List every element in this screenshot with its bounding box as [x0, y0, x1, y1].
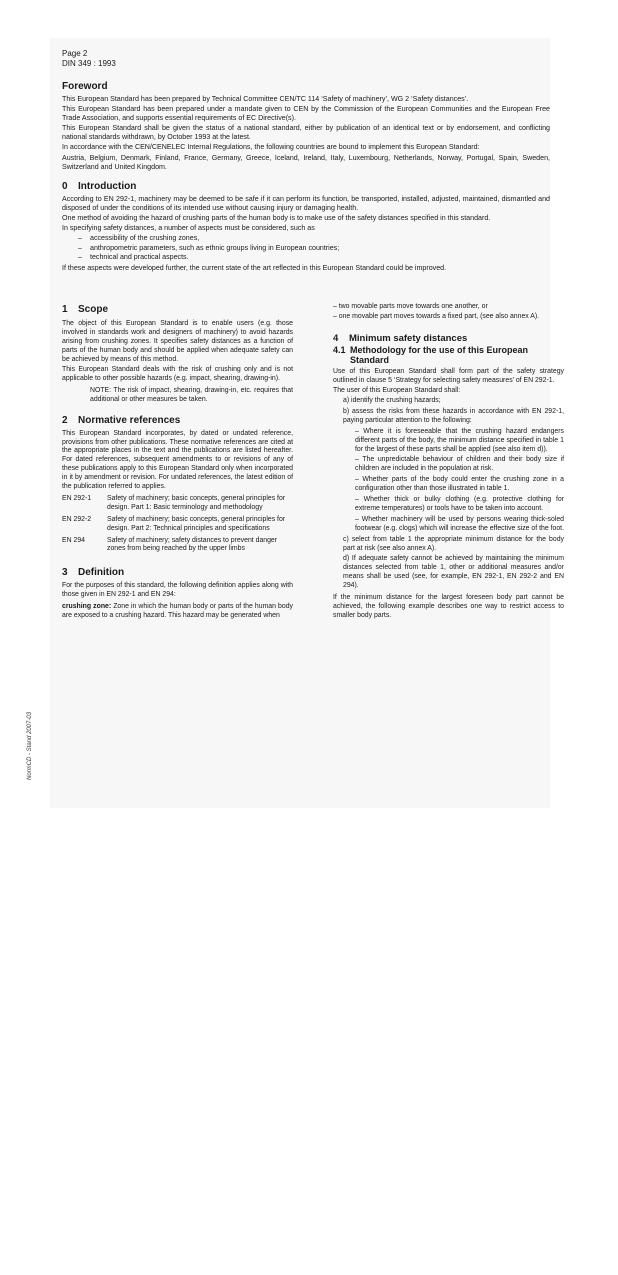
intro-aspect-list	[78, 234, 550, 262]
subsection-title-text: Methodology for the use of this European Standard	[350, 345, 529, 366]
reference-entry	[62, 537, 293, 555]
definition-term: crushing zone:	[62, 603, 112, 611]
foreword-paragraph: This European Standard shall be given the status of a national standard, either by publication of an identical text or by endorsement, and conflicting national standards withdrawn, by October 1993 at the latest.	[62, 124, 550, 142]
standard-number: DIN 349 : 1993	[62, 59, 116, 68]
left-column	[62, 303, 293, 622]
reference-title: Safety of machinery; safety distances to prevent danger zones from being reached by the upper limbs	[107, 536, 278, 553]
methodology-paragraph: Use of this European Standard shall form part of the safety strategy outlined in clause 5 ‘Strategy for selecting safety measures’ of EN 292-1.	[333, 368, 564, 385]
step-c: c) select from table 1 the appropriate minimum distance for the body part at risk (see also annex A).	[343, 535, 564, 552]
intro-paragraph: One method of avoiding the hazard of crushing parts of the human body is to make use of the safety distances specified in this standard.	[62, 213, 491, 222]
section-title-text: Scope	[78, 304, 109, 316]
section-number: 0	[62, 180, 68, 192]
page-number: Page 2	[62, 49, 88, 58]
scope-paragraph: The object of this European Standard is to enable users (e.g. those involved in standards work and designers of machinery) to avoid hazards arising from crushing zones. It specifies safety distances as a function of parts of the human body and should be applied when adequate safety can be achieved by means of this method.	[62, 320, 293, 364]
introduction-title	[62, 180, 550, 193]
foreword-paragraph: In accordance with the CEN/CENELEC Internal Regulations, the following countries are bound to implement this European Standard:	[62, 143, 480, 152]
reference-entry	[62, 495, 293, 513]
section-number: 3	[62, 567, 68, 579]
side-watermark: NormCD - Stand 2007-03	[27, 711, 33, 780]
list-item: – accessibility of the crushing zones,	[78, 234, 550, 243]
reference-entry	[62, 516, 293, 534]
minimum-distances-title	[333, 332, 564, 345]
crushing-condition-item: – one movable part moves towards a fixed part, (see also annex A).	[333, 313, 540, 321]
reference-code: EN 292-2	[62, 515, 92, 523]
risk-consideration-item: – Whether machinery will be used by persons wearing thick-soled footwear (e.g. clogs) which will increase the effective size of the foot.	[355, 516, 564, 534]
intro-paragraph: According to EN 292-1, machinery may be deemed to be safe if it can perform its function, be transported, installed, adjusted, maintained, dismantled and disposed of under the conditions of its intended use without causing injury or damaging health.	[62, 194, 550, 212]
foreword-paragraph: This European Standard has been prepared under a mandate given to CEN by the Commission of the European Communities and the European Free Trade Association, and supports essential requirements of EC Directive(s).	[62, 105, 550, 123]
page-header	[62, 49, 116, 69]
list-item: – technical and practical aspects.	[78, 253, 550, 262]
foreword-section	[62, 80, 550, 172]
foreword-countries: Austria, Belgium, Denmark, Finland, France, Germany, Greece, Iceland, Ireland, Italy, Luxembourg, Netherlands, Norway, Portugal, Spain, Sweden, Switzerland and United Kingdom.	[62, 153, 550, 171]
normative-title	[62, 414, 293, 427]
definition-paragraph: For the purposes of this standard, the following definition applies along with those given in EN 292-1 and EN 294:	[62, 582, 293, 599]
reference-code: EN 292-1	[62, 494, 92, 502]
document-content	[62, 80, 565, 723]
intro-paragraph: In specifying safety distances, a number of aspects must be considered, such as	[62, 224, 315, 233]
step-d: d) If adequate safety cannot be achieved by maintaining the minimum distances selected from table 1, other or additional measures and/or means shall be used (see, for example, EN 292-1, EN 292-2 and EN 294).	[343, 555, 564, 590]
section-title-text: Minimum safety distances	[349, 333, 468, 345]
foreword-title: Foreword	[62, 81, 108, 92]
step-a: a) identify the crushing hazards;	[343, 396, 441, 404]
scope-note: NOTE: The risk of impact, shearing, drawing-in, etc. requires that additional or other measures be taken.	[90, 386, 293, 403]
section-number: 4	[333, 333, 339, 345]
section-title-text: Normative references	[78, 414, 181, 426]
risk-consideration-item: – Whether thick or bulky clothing (e.g. protective clothing for extreme temperatures) or tools have to be taken into account.	[355, 496, 564, 514]
section-title-text: Definition	[78, 567, 125, 579]
definition-entry	[62, 603, 293, 621]
reference-code: EN 294	[62, 536, 85, 544]
scope-title	[62, 303, 293, 316]
list-item: – anthropometric parameters, such as ethnic groups living in European countries;	[78, 244, 550, 253]
crushing-condition-item: – two movable parts move towards one another, or	[333, 303, 488, 311]
risk-consideration-item: – The unpredictable behaviour of children and their body size if children are included in the population at risk.	[355, 456, 564, 474]
foreword-paragraph: This European Standard has been prepared by Technical Committee CEN/TC 114 ‘Safety of machinery’, WG 2 ‘Safety distances’.	[62, 95, 469, 103]
intro-paragraph: If these aspects were developed further, the current state of the art reflected in this European Standard could be improved.	[62, 264, 447, 273]
reference-title: Safety of machinery; basic concepts, general principles for design. Part 2: Technical principles and specifications	[107, 515, 286, 532]
risk-consideration-item: – Whether parts of the body could enter the crushing zone in a configuration other than those illustrated in table 1.	[355, 476, 564, 494]
step-b: b) assess the risks from these hazards in accordance with EN 292-1, paying particular attention to the following:	[343, 407, 564, 424]
section-number: 2	[62, 414, 68, 426]
subsection-number: 4.1	[333, 345, 346, 356]
definition-text: Zone in which the human body or parts of the human body are exposed to a crushing hazard. This hazard may be generated when	[62, 603, 293, 620]
section-title-text: Introduction	[78, 180, 137, 192]
methodology-subtitle	[333, 345, 564, 365]
reference-title: Safety of machinery; basic concepts, general principles for design. Part 1: Basic terminology and methodology	[107, 494, 286, 511]
methodology-paragraph: The user of this European Standard shall:	[333, 387, 461, 395]
scope-paragraph: This European Standard deals with the risk of crushing only and is not applicable to other possible hazards (e.g. impact, shearing, drawing-in).	[62, 365, 293, 382]
introduction-section	[62, 180, 550, 274]
methodology-paragraph: If the minimum distance for the largest foreseen body part cannot be achieved, the following example describes one way to restrict access to smaller body parts.	[333, 594, 564, 619]
section-number: 1	[62, 304, 68, 316]
normative-paragraph: This European Standard incorporates, by dated or undated reference, provisions from other publications. These normative references are cited at the appropriate places in the text and the publications are listed hereafter. For dated references, subsequent amendments to or revisions of any of these publications apply to this European Standard only when incorporated in it by amendment or revision. For undated references, the latest edition of the publication referred to applies.	[62, 429, 293, 491]
right-column	[333, 303, 564, 621]
two-column-body	[62, 303, 565, 723]
definition-title	[62, 566, 293, 579]
risk-consideration-item: – Where it is foreseeable that the crushing hazard endangers different parts of the body, the minimum distance specified in table 1 for the largest of these parts shall be applied (see also item d)).	[355, 428, 564, 455]
